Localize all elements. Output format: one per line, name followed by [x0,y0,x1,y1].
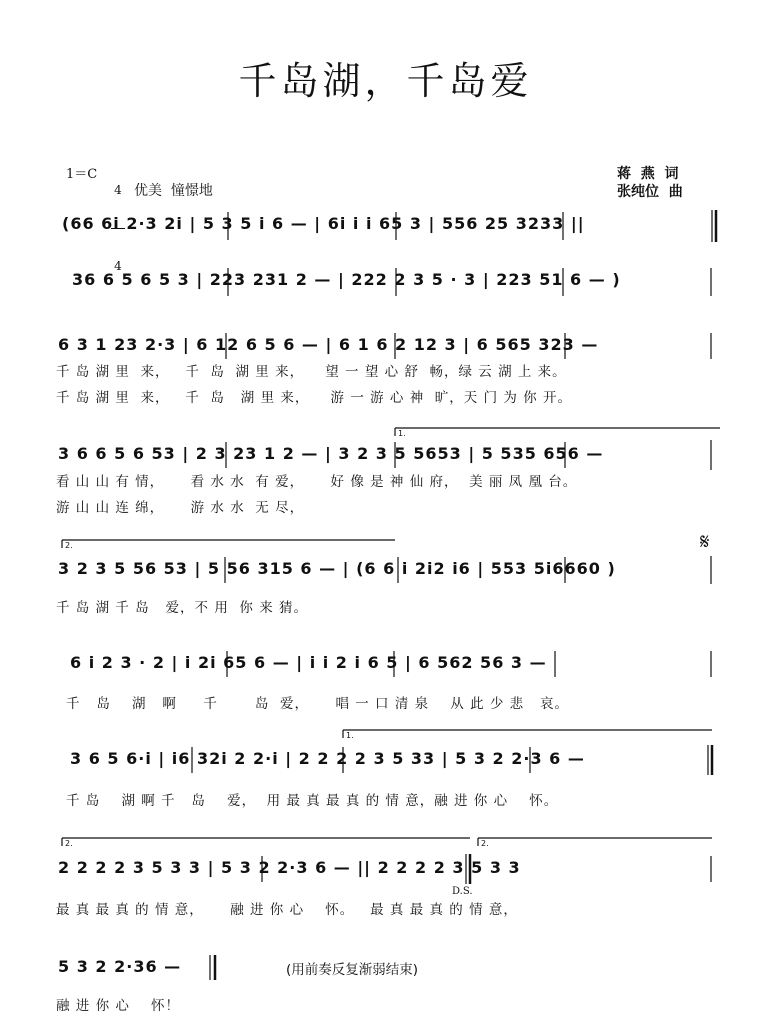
volta-first-a: 1. [398,429,406,438]
lyric-line-3b: 千 岛 湖 里 来， 千 岛 湖 里 来， 游 一 游 心 神 旷，天 门 为 你 开。 [56,390,572,406]
lyric-line-4a: 看 山 山 有 情， 看 水 水 有 爱， 好 像 是 神 仙 府， 美 丽 凤 凰 台。 [56,474,578,490]
melody-line-6: 6 i 2 3 · 2 | i 2i 65 6 — | i i 2 i 6 5 | 6 562 56 3 — [70,653,547,672]
melody-line-7: 3 6 5 6·i | i6 32i 2 2·i | 2 2 2 2 3 5 33 | 5 3 2 2·3 6 — [70,749,585,768]
key-signature: 1＝C [66,167,98,182]
melody-line-8: 2 2 2 2 3 5 3 3 | 5 3 2 2·3 6 — || 2 2 2 2 3 5 3 3 [58,858,521,877]
lyric-line-3a: 千 岛 湖 里 来， 千 岛 湖 里 来， 望 一 望 心 舒 畅，绿 云 湖 上 来。 [56,364,567,380]
melody-line-9: 5 3 2 2·36 — [58,957,182,976]
tempo-mood: 优美 憧憬地 [134,183,213,199]
lyric-line-9: 融 进 你 心 怀！ [56,998,181,1014]
volta-second-a: 2. [65,541,73,550]
volta-second-b: 2. [65,839,73,848]
segno-icon: 𝄋 [700,530,710,555]
lyric-line-4b: 游 山 山 连 绵， 游 水 水 无 尽， [56,500,305,516]
repeat-instruction: (用前奏反复渐弱结束) [286,962,419,978]
lyric-line-5: 千 岛 湖 千 岛 爱，不 用 你 来 猜。 [56,600,308,616]
lyric-line-8: 最 真 最 真 的 情 意， 融 进 你 心 怀。 最 真 最 真 的 情 意， [56,902,518,918]
melody-line-2: 36 6 5 6 5 3 | 223 231 2 — | 222 2 3 5 · 3 | 223 51 6 — ) [72,270,621,289]
ds-marking: D.S. [452,886,473,897]
time-sig-top: 4 [114,183,122,197]
volta-first-b: 1. [346,731,354,740]
melody-line-1: (66 6i 2·3 2i | 5 3 5 i 6 — | 6i i i 65 3 | 556 25 3233 || [62,214,585,233]
time-sig-bottom: 4 [114,259,122,273]
song-title: 千岛湖，千岛爱 [238,59,533,103]
composer-credit: 张纯位 曲 [617,184,683,200]
lyricist-credit: 蒋 燕 词 [617,166,679,182]
melody-line-5: 3 2 3 5 56 53 | 5 56 315 6 — | (6 6 i 2i2 i6 | 553 5i6660 ) [58,559,616,578]
lyric-line-6: 千 岛 湖 啊 千 岛 爱， 唱 一 口 清 泉 从 此 少 悲 哀。 [66,696,570,712]
melody-line-3: 6 3 1 23 2·3 | 6 12 6 5 6 — | 6 1 6 2 12 3 | 6 565 323 — [58,335,599,354]
volta-second-c: 2. [481,839,489,848]
melody-line-4: 3 6 6 5 6 53 | 2 3 23 1 2 — | 3 2 3 5 5653 | 5 535 656 — [58,444,604,463]
lyric-line-7: 千 岛 湖 啊 千 岛 爱， 用 最 真 最 真 的 情 意，融 进 你 心 怀。 [66,793,559,809]
